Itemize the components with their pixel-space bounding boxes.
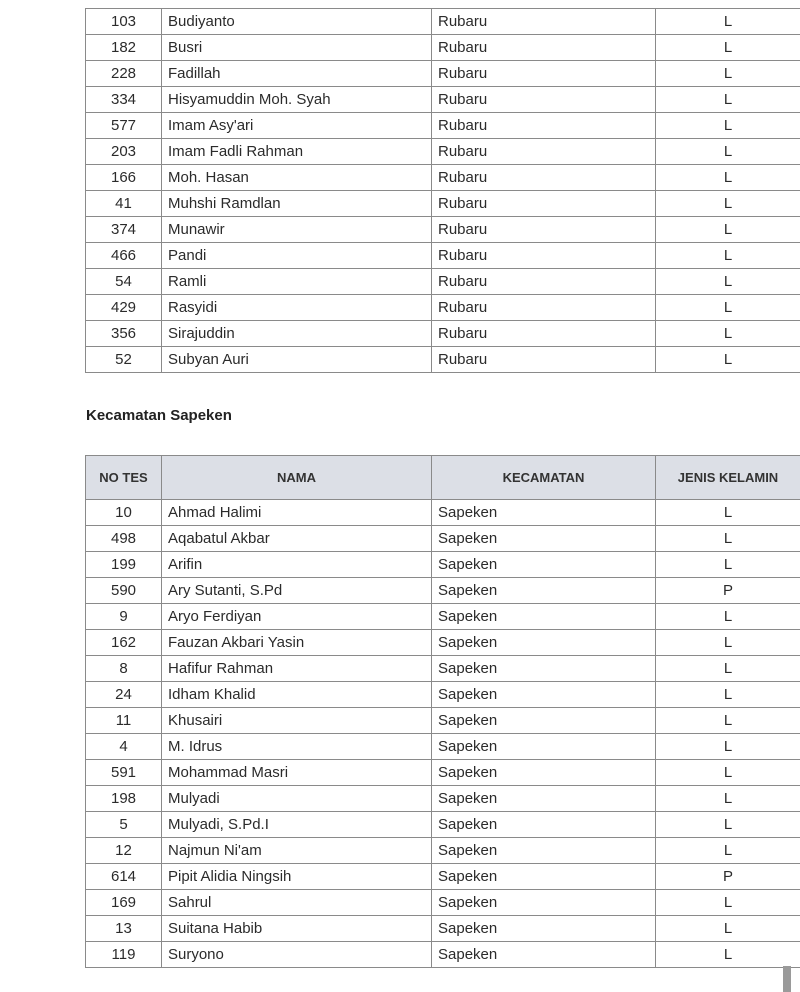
cell-no-tes: 498 — [86, 526, 162, 552]
cell-jenis-kelamin: L — [656, 942, 800, 968]
cell-jenis-kelamin: L — [656, 347, 800, 373]
cell-no-tes: 8 — [86, 656, 162, 682]
cell-no-tes: 466 — [86, 243, 162, 269]
cell-kecamatan: Sapeken — [432, 682, 656, 708]
cell-jenis-kelamin: L — [656, 708, 800, 734]
cell-jenis-kelamin: L — [656, 838, 800, 864]
cell-no-tes: 162 — [86, 630, 162, 656]
cell-nama: Khusairi — [162, 708, 432, 734]
cell-kecamatan: Sapeken — [432, 760, 656, 786]
table-row — [86, 526, 800, 552]
sapeken-table-body — [86, 500, 800, 968]
table-row — [86, 243, 800, 269]
cell-jenis-kelamin: L — [656, 139, 800, 165]
cell-kecamatan: Sapeken — [432, 630, 656, 656]
cell-jenis-kelamin: L — [656, 656, 800, 682]
cell-kecamatan: Sapeken — [432, 656, 656, 682]
cell-no-tes: 166 — [86, 165, 162, 191]
cell-no-tes: 103 — [86, 9, 162, 35]
table-row — [86, 604, 800, 630]
cell-kecamatan: Rubaru — [432, 87, 656, 113]
cell-nama: Ary Sutanti, S.Pd — [162, 578, 432, 604]
cell-no-tes: 356 — [86, 321, 162, 347]
cell-no-tes: 119 — [86, 942, 162, 968]
cell-nama: Budiyanto — [162, 9, 432, 35]
cell-no-tes: 198 — [86, 786, 162, 812]
cell-kecamatan: Sapeken — [432, 578, 656, 604]
cell-no-tes: 12 — [86, 838, 162, 864]
table-row — [86, 295, 800, 321]
section-heading-sapeken: Kecamatan Sapeken — [86, 407, 232, 424]
sapeken-participants-table — [85, 455, 800, 968]
cell-no-tes: 10 — [86, 500, 162, 526]
cell-kecamatan: Rubaru — [432, 165, 656, 191]
cell-kecamatan: Sapeken — [432, 734, 656, 760]
cell-jenis-kelamin: P — [656, 864, 800, 890]
cell-kecamatan: Sapeken — [432, 890, 656, 916]
cell-no-tes: 199 — [86, 552, 162, 578]
cell-jenis-kelamin: L — [656, 321, 800, 347]
table-row — [86, 347, 800, 373]
table-row — [86, 165, 800, 191]
cell-no-tes: 11 — [86, 708, 162, 734]
cell-nama: Ramli — [162, 269, 432, 295]
cell-kecamatan: Rubaru — [432, 9, 656, 35]
cell-nama: Mulyadi — [162, 786, 432, 812]
cell-nama: Aqabatul Akbar — [162, 526, 432, 552]
cell-kecamatan: Rubaru — [432, 347, 656, 373]
cell-jenis-kelamin: L — [656, 760, 800, 786]
table-row — [86, 656, 800, 682]
table-row — [86, 630, 800, 656]
cell-no-tes: 228 — [86, 61, 162, 87]
cell-jenis-kelamin: L — [656, 682, 800, 708]
table-row — [86, 734, 800, 760]
table-row — [86, 9, 800, 35]
cell-no-tes: 590 — [86, 578, 162, 604]
cell-nama: Hisyamuddin Moh. Syah — [162, 87, 432, 113]
cell-nama: Muhshi Ramdlan — [162, 191, 432, 217]
header-row — [86, 456, 800, 500]
cell-kecamatan: Sapeken — [432, 500, 656, 526]
cell-nama: Ahmad Halimi — [162, 500, 432, 526]
cell-kecamatan: Rubaru — [432, 217, 656, 243]
cell-jenis-kelamin: L — [656, 734, 800, 760]
cell-kecamatan: Rubaru — [432, 269, 656, 295]
cell-nama: Sirajuddin — [162, 321, 432, 347]
cell-jenis-kelamin: L — [656, 165, 800, 191]
rubaru-table-body — [86, 9, 800, 373]
cell-kecamatan: Sapeken — [432, 604, 656, 630]
cell-jenis-kelamin: L — [656, 295, 800, 321]
cell-nama: Aryo Ferdiyan — [162, 604, 432, 630]
cell-jenis-kelamin: L — [656, 269, 800, 295]
cell-jenis-kelamin: L — [656, 786, 800, 812]
cell-jenis-kelamin: L — [656, 191, 800, 217]
cell-nama: Arifin — [162, 552, 432, 578]
cell-jenis-kelamin: L — [656, 526, 800, 552]
cell-jenis-kelamin: P — [656, 578, 800, 604]
table-header — [86, 456, 800, 500]
cell-no-tes: 9 — [86, 604, 162, 630]
cell-no-tes: 169 — [86, 890, 162, 916]
cell-no-tes: 203 — [86, 139, 162, 165]
cell-kecamatan: Rubaru — [432, 191, 656, 217]
table-row — [86, 269, 800, 295]
cell-kecamatan: Sapeken — [432, 838, 656, 864]
cell-jenis-kelamin: L — [656, 630, 800, 656]
cell-jenis-kelamin: L — [656, 61, 800, 87]
cell-no-tes: 13 — [86, 916, 162, 942]
cell-jenis-kelamin: L — [656, 552, 800, 578]
table-row — [86, 113, 800, 139]
table-row — [86, 578, 800, 604]
cell-jenis-kelamin: L — [656, 243, 800, 269]
cell-kecamatan: Sapeken — [432, 708, 656, 734]
cell-jenis-kelamin: L — [656, 916, 800, 942]
header-no-tes: NO TES — [86, 456, 162, 500]
table-row — [86, 864, 800, 890]
cell-jenis-kelamin: L — [656, 890, 800, 916]
cell-no-tes: 182 — [86, 35, 162, 61]
cell-nama: Suryono — [162, 942, 432, 968]
cell-jenis-kelamin: L — [656, 812, 800, 838]
rubaru-participants-table — [85, 8, 800, 373]
table-row — [86, 321, 800, 347]
cell-no-tes: 374 — [86, 217, 162, 243]
cell-kecamatan: Rubaru — [432, 113, 656, 139]
table-row — [86, 942, 800, 968]
table-row — [86, 217, 800, 243]
cell-jenis-kelamin: L — [656, 113, 800, 139]
table-row — [86, 61, 800, 87]
cell-nama: Pipit Alidia Ningsih — [162, 864, 432, 890]
cell-nama: Fadillah — [162, 61, 432, 87]
cell-nama: Najmun Ni'am — [162, 838, 432, 864]
cell-nama: Imam Fadli Rahman — [162, 139, 432, 165]
table-row — [86, 760, 800, 786]
cell-nama: Sahrul — [162, 890, 432, 916]
cell-kecamatan: Sapeken — [432, 526, 656, 552]
cell-no-tes: 429 — [86, 295, 162, 321]
cell-no-tes: 52 — [86, 347, 162, 373]
cell-kecamatan: Sapeken — [432, 812, 656, 838]
cell-kecamatan: Rubaru — [432, 35, 656, 61]
cell-kecamatan: Rubaru — [432, 243, 656, 269]
cell-nama: M. Idrus — [162, 734, 432, 760]
table-row — [86, 35, 800, 61]
cell-nama: Pandi — [162, 243, 432, 269]
scan-edge-mark — [783, 966, 791, 992]
cell-nama: Idham Khalid — [162, 682, 432, 708]
header-jenis-kelamin: JENIS KELAMIN — [656, 456, 800, 500]
cell-nama: Rasyidi — [162, 295, 432, 321]
cell-no-tes: 5 — [86, 812, 162, 838]
cell-nama: Fauzan Akbari Yasin — [162, 630, 432, 656]
table-row — [86, 191, 800, 217]
cell-nama: Subyan Auri — [162, 347, 432, 373]
cell-kecamatan: Sapeken — [432, 552, 656, 578]
cell-no-tes: 591 — [86, 760, 162, 786]
cell-nama: Mulyadi, S.Pd.I — [162, 812, 432, 838]
table-row — [86, 890, 800, 916]
cell-jenis-kelamin: L — [656, 9, 800, 35]
cell-no-tes: 334 — [86, 87, 162, 113]
cell-kecamatan: Rubaru — [432, 321, 656, 347]
cell-nama: Suitana Habib — [162, 916, 432, 942]
cell-kecamatan: Sapeken — [432, 786, 656, 812]
table-row — [86, 682, 800, 708]
table-row — [86, 916, 800, 942]
table-row — [86, 552, 800, 578]
table-row — [86, 500, 800, 526]
cell-nama: Munawir — [162, 217, 432, 243]
cell-nama: Imam Asy'ari — [162, 113, 432, 139]
table-row — [86, 708, 800, 734]
cell-nama: Hafifur Rahman — [162, 656, 432, 682]
cell-jenis-kelamin: L — [656, 217, 800, 243]
cell-no-tes: 41 — [86, 191, 162, 217]
cell-no-tes: 24 — [86, 682, 162, 708]
table-row — [86, 786, 800, 812]
cell-kecamatan: Rubaru — [432, 139, 656, 165]
cell-jenis-kelamin: L — [656, 35, 800, 61]
table-row — [86, 838, 800, 864]
cell-nama: Moh. Hasan — [162, 165, 432, 191]
table-row — [86, 139, 800, 165]
cell-jenis-kelamin: L — [656, 604, 800, 630]
cell-kecamatan: Rubaru — [432, 295, 656, 321]
table-row — [86, 812, 800, 838]
cell-no-tes: 54 — [86, 269, 162, 295]
cell-kecamatan: Rubaru — [432, 61, 656, 87]
cell-no-tes: 577 — [86, 113, 162, 139]
header-kecamatan: KECAMATAN — [432, 456, 656, 500]
cell-kecamatan: Sapeken — [432, 916, 656, 942]
header-nama: NAMA — [162, 456, 432, 500]
table-row — [86, 87, 800, 113]
cell-jenis-kelamin: L — [656, 87, 800, 113]
cell-no-tes: 4 — [86, 734, 162, 760]
cell-jenis-kelamin: L — [656, 500, 800, 526]
cell-no-tes: 614 — [86, 864, 162, 890]
cell-nama: Mohammad Masri — [162, 760, 432, 786]
cell-nama: Busri — [162, 35, 432, 61]
cell-kecamatan: Sapeken — [432, 942, 656, 968]
cell-kecamatan: Sapeken — [432, 864, 656, 890]
